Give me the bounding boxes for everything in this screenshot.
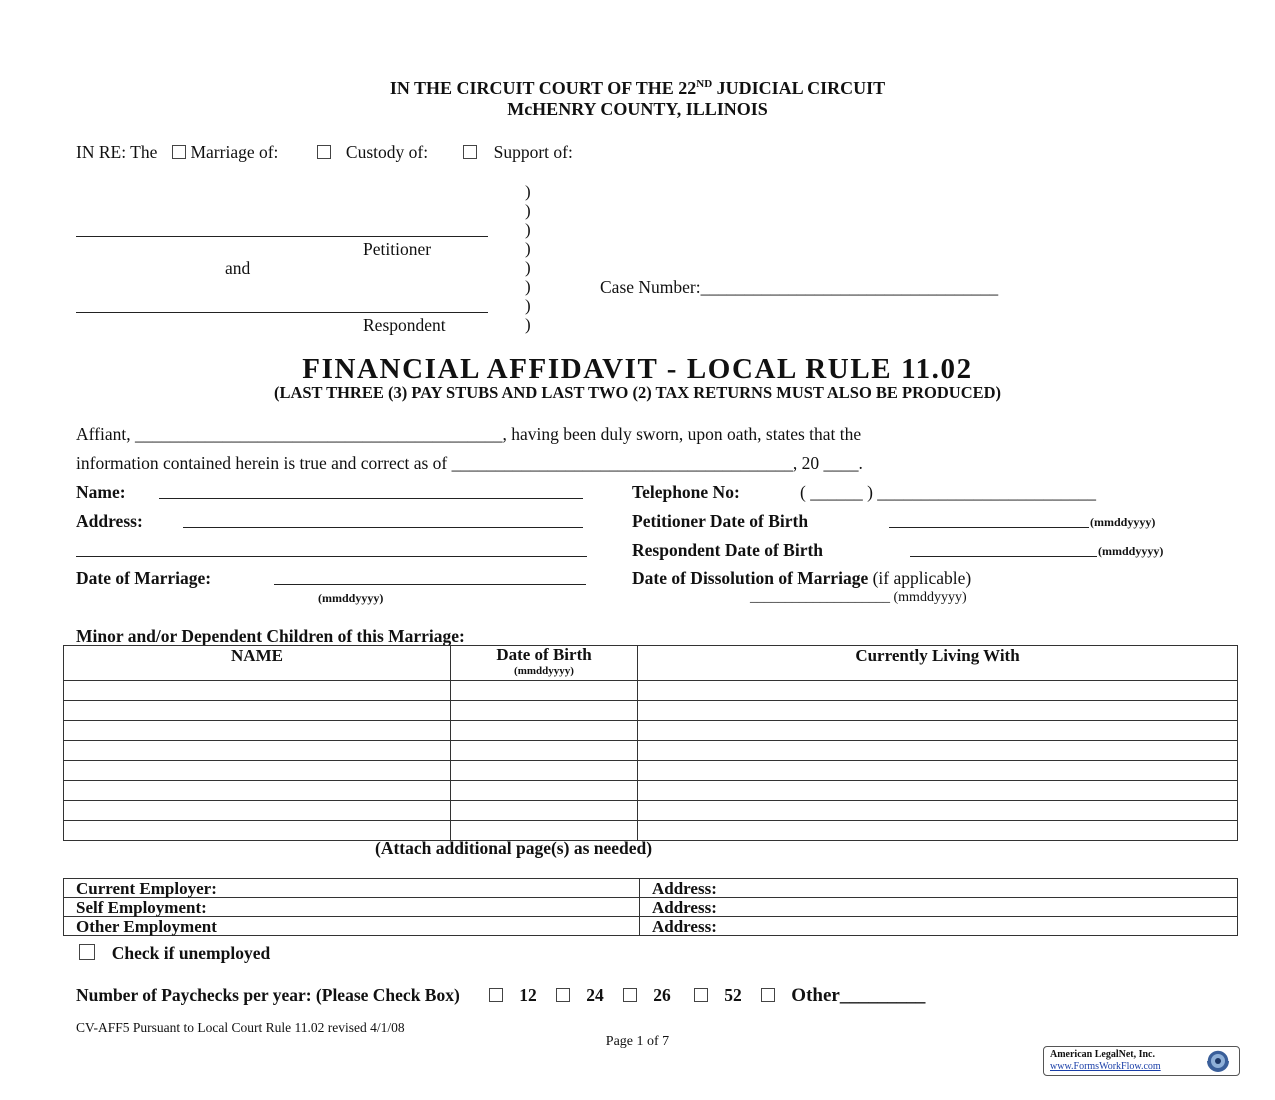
child-name-cell[interactable]: [64, 701, 451, 721]
marriage-label: Marriage of:: [190, 142, 279, 162]
support-label: Support of:: [493, 142, 573, 162]
table-row: [64, 879, 1238, 898]
custody-label: Custody of:: [345, 142, 429, 162]
paycheck-52-label: 52: [724, 985, 742, 1005]
attach-note: (Attach additional page(s) as needed): [375, 838, 653, 858]
child-living-cell[interactable]: [638, 681, 1238, 701]
in-re-prefix: IN RE: The: [76, 142, 158, 162]
respondent-label: Respondent: [363, 315, 446, 335]
logo-name: American LegalNet, Inc.: [1050, 1049, 1155, 1060]
paycheck-12-checkbox[interactable]: [489, 988, 503, 1002]
date-of-marriage-label: Date of Marriage:: [76, 568, 212, 588]
and-label: and: [225, 258, 251, 278]
current-employer-address[interactable]: Address:: [640, 879, 1238, 898]
table-row: [64, 801, 1238, 821]
paycheck-24-checkbox[interactable]: [556, 988, 570, 1002]
in-re-line: [76, 142, 573, 163]
table-row: [64, 898, 1238, 917]
paychecks-row: [76, 985, 925, 1007]
table-row: [64, 741, 1238, 761]
petitioner-dob-label: Petitioner Date of Birth: [632, 511, 809, 531]
child-living-cell[interactable]: [638, 741, 1238, 761]
paycheck-26-checkbox[interactable]: [623, 988, 637, 1002]
paycheck-12-label: 12: [519, 985, 537, 1005]
page-number: Page 1 of 7: [605, 1034, 670, 1049]
paycheck-24-label: 24: [586, 985, 604, 1005]
child-living-cell[interactable]: [638, 721, 1238, 741]
petitioner-label: Petitioner: [363, 239, 432, 259]
child-name-cell[interactable]: [64, 801, 451, 821]
table-row: [64, 781, 1238, 801]
child-dob-cell[interactable]: [451, 761, 638, 781]
paren: ): [525, 315, 531, 334]
child-name-cell[interactable]: [64, 681, 451, 701]
child-living-cell[interactable]: [638, 701, 1238, 721]
table-row: [64, 701, 1238, 721]
form-id: CV-AFF5 Pursuant to Local Court Rule 11.02 revised 4/1/08: [76, 1020, 405, 1035]
child-name-cell[interactable]: [64, 781, 451, 801]
children-header-row: [64, 646, 1238, 681]
col-dob-format: (mmddyyyy): [514, 665, 574, 677]
table-row: [64, 681, 1238, 701]
court-heading-text-b: JUDICIAL CIRCUIT: [712, 78, 886, 98]
child-dob-cell[interactable]: [451, 681, 638, 701]
globe-icon: [1201, 1048, 1235, 1074]
self-employment-label[interactable]: Self Employment:: [64, 898, 640, 917]
form-title: FINANCIAL AFFIDAVIT - LOCAL RULE 11.02: [302, 353, 973, 385]
form-subtitle: (LAST THREE (3) PAY STUBS AND LAST TWO (2) TAX RETURNS MUST ALSO BE PRODUCED): [273, 383, 1002, 402]
support-checkbox[interactable]: [463, 145, 477, 159]
paren: ): [525, 239, 531, 258]
paychecks-label: Number of Paychecks per year: (Please Check Box): [76, 985, 460, 1005]
table-row: [64, 761, 1238, 781]
logo-url[interactable]: www.FormsWorkFlow.com: [1050, 1061, 1161, 1072]
petitioner-dob-format: (mmddyyyy): [1090, 515, 1156, 529]
table-row: [64, 721, 1238, 741]
child-living-cell[interactable]: [638, 821, 1238, 841]
child-dob-cell[interactable]: [451, 781, 638, 801]
child-name-cell[interactable]: [64, 761, 451, 781]
dissolution-label: Date of Dissolution of Marriage: [632, 568, 869, 588]
child-living-cell[interactable]: [638, 801, 1238, 821]
table-row: [64, 917, 1238, 936]
unemployed-row: [79, 943, 270, 964]
marriage-checkbox[interactable]: [172, 145, 186, 159]
child-dob-cell[interactable]: [451, 701, 638, 721]
col-living-header: Currently Living With: [638, 646, 1238, 681]
employment-table: [63, 878, 1238, 936]
if-applicable-label: (if applicable): [872, 568, 972, 588]
petitioner-line[interactable]: [76, 236, 488, 237]
paren: ): [525, 296, 531, 315]
dissolution-line-label: [632, 568, 971, 589]
paren: ): [525, 277, 531, 296]
other-employment-address[interactable]: Address:: [640, 917, 1238, 936]
court-heading: [0, 78, 1275, 99]
paycheck-other-checkbox[interactable]: [761, 988, 775, 1002]
current-employer-label[interactable]: Current Employer:: [64, 879, 640, 898]
case-number-field[interactable]: Case Number:__________________________________: [600, 277, 999, 297]
paren: ): [525, 258, 531, 277]
respondent-dob-label: Respondent Date of Birth: [632, 540, 824, 560]
respondent-dob-format: (mmddyyyy): [1098, 544, 1164, 558]
telephone-line[interactable]: ( ______ ) _________________________: [800, 482, 1097, 502]
self-employment-address[interactable]: Address:: [640, 898, 1238, 917]
paren: ): [525, 201, 531, 220]
child-living-cell[interactable]: [638, 781, 1238, 801]
child-dob-cell[interactable]: [451, 801, 638, 821]
american-legalnet-logo[interactable]: [1043, 1046, 1240, 1076]
col-dob-header: [451, 646, 638, 681]
children-heading: Minor and/or Dependent Children of this Marriage:: [76, 626, 465, 646]
col-name-header: NAME: [64, 646, 451, 681]
child-dob-cell[interactable]: [451, 741, 638, 761]
respondent-line[interactable]: [76, 312, 488, 313]
other-employment-label[interactable]: Other Employment: [64, 917, 640, 936]
date-of-marriage-line[interactable]: [274, 584, 586, 585]
paycheck-26-label: 26: [653, 985, 671, 1005]
petitioner-dob-line[interactable]: [889, 527, 1089, 528]
address-label: Address:: [76, 511, 143, 531]
children-table: [63, 645, 1238, 841]
child-dob-cell[interactable]: [451, 721, 638, 741]
affiant-line-2[interactable]: information contained herein is true and correct as of _______________________________________, 20 ____.: [76, 453, 863, 473]
court-heading-text: IN THE CIRCUIT COURT OF THE 22: [389, 78, 697, 98]
county-heading: McHENRY COUNTY, ILLINOIS: [507, 99, 768, 119]
custody-checkbox[interactable]: [317, 145, 331, 159]
child-name-cell[interactable]: [64, 741, 451, 761]
paren: ): [525, 182, 531, 201]
name-label: Name:: [76, 482, 126, 502]
address-line-2[interactable]: [76, 556, 587, 557]
paycheck-other-label[interactable]: Other_________: [791, 985, 926, 1006]
court-heading-sup: ND: [696, 78, 713, 90]
child-name-cell[interactable]: [64, 721, 451, 741]
respondent-dob-line[interactable]: [910, 556, 1097, 557]
unemployed-label: Check if unemployed: [111, 943, 271, 963]
name-line[interactable]: [159, 498, 583, 499]
child-living-cell[interactable]: [638, 761, 1238, 781]
paren: ): [525, 220, 531, 239]
col-dob-title: Date of Birth: [496, 645, 592, 664]
paycheck-52-checkbox[interactable]: [694, 988, 708, 1002]
unemployed-checkbox[interactable]: [79, 944, 95, 960]
telephone-label: Telephone No:: [632, 482, 740, 502]
marriage-date-format: (mmddyyyy): [318, 591, 384, 605]
dissolution-date-line[interactable]: ____________________ (mmddyyyy): [750, 590, 967, 605]
address-line-1[interactable]: [183, 527, 583, 528]
affiant-line-1[interactable]: Affiant, __________________________________________, having been duly sworn, upon oath, states that the: [76, 424, 862, 444]
